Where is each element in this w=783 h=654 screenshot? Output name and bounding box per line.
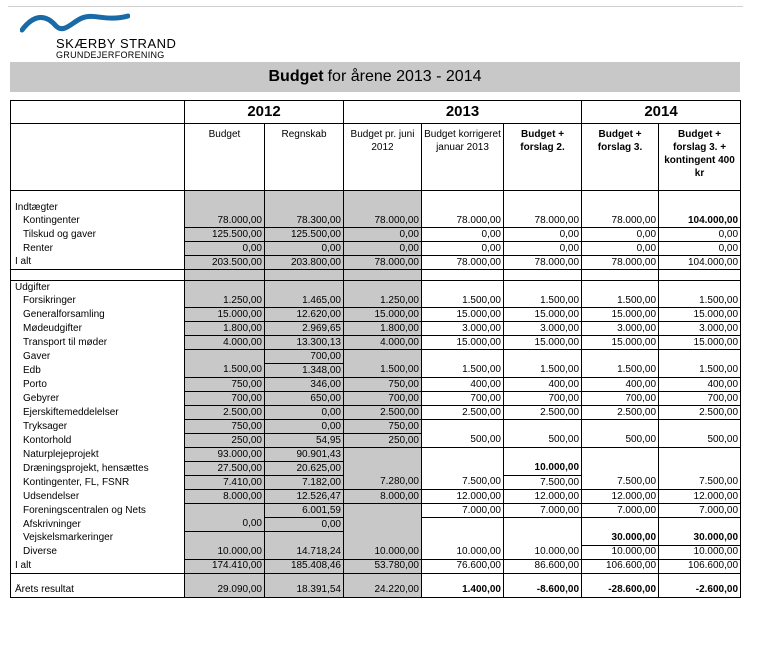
value-cell: 78.000,00 [422, 256, 504, 270]
year-header-row [11, 101, 741, 124]
value-cell: 7.500,00 [422, 476, 504, 490]
value-cell: 500,00 [504, 434, 582, 448]
blank-cell [659, 281, 741, 295]
value-cell: 7.500,00 [582, 476, 659, 490]
column-header-row [11, 124, 741, 191]
value-cell: 0,00 [659, 228, 741, 242]
value-cell: 750,00 [185, 378, 265, 392]
value-cell: 7.000,00 [504, 504, 582, 518]
value-cell [582, 462, 659, 476]
row-label: Generalforsamling [11, 308, 185, 322]
value-cell: 10.000,00 [344, 545, 422, 559]
value-cell: 7.182,00 [265, 476, 344, 490]
value-cell: 400,00 [504, 378, 582, 392]
value-cell: 14.718,24 [265, 545, 344, 559]
blank-cell [504, 573, 582, 584]
value-cell: 1.500,00 [582, 364, 659, 378]
value-cell: 1.348,00 [265, 364, 344, 378]
value-cell: 12.526,47 [265, 490, 344, 504]
value-cell: -8.600,00 [504, 584, 582, 598]
row-label: Gaver [11, 350, 185, 364]
value-cell [422, 518, 504, 532]
value-cell: 0,00 [422, 242, 504, 256]
value-cell [582, 350, 659, 364]
blank-cell [344, 191, 422, 202]
value-cell: 104.000,00 [659, 256, 741, 270]
value-cell: 3.000,00 [504, 322, 582, 336]
value-cell: 86.600,00 [504, 559, 582, 573]
blank-cell [582, 201, 659, 214]
blank-cell [344, 573, 422, 584]
value-cell: 1.800,00 [344, 322, 422, 336]
value-cell: 0,00 [185, 242, 265, 256]
year-header-blank [11, 101, 185, 124]
value-cell: 750,00 [344, 420, 422, 434]
value-cell: 15.000,00 [504, 336, 582, 350]
value-cell: 0,00 [344, 228, 422, 242]
value-cell: 53.780,00 [344, 559, 422, 573]
column-header-blank [11, 124, 185, 191]
value-cell: 0,00 [265, 242, 344, 256]
value-cell: 106.600,00 [582, 559, 659, 573]
value-cell: 3.000,00 [582, 322, 659, 336]
value-cell: 700,00 [659, 392, 741, 406]
value-cell: 54,95 [265, 434, 344, 448]
value-cell: 78.300,00 [265, 214, 344, 228]
value-cell: 1.500,00 [659, 364, 741, 378]
expense-row [11, 364, 741, 378]
value-cell [185, 532, 265, 546]
title-bold: Budget [268, 68, 324, 85]
value-cell: 400,00 [582, 378, 659, 392]
value-cell: 125.500,00 [185, 228, 265, 242]
value-cell: 0,00 [582, 228, 659, 242]
expense-row [11, 294, 741, 308]
value-cell [659, 518, 741, 532]
blank-cell [265, 573, 344, 584]
value-cell: 12.000,00 [582, 490, 659, 504]
value-cell: 700,00 [422, 392, 504, 406]
wave-icon [20, 10, 130, 36]
col-header-budget-2012: Budget [185, 124, 265, 191]
value-cell: 15.000,00 [422, 336, 504, 350]
expense-row [11, 434, 741, 448]
value-cell: 78.000,00 [422, 214, 504, 228]
value-cell: 78.000,00 [344, 214, 422, 228]
blank-cell [582, 573, 659, 584]
value-cell [422, 420, 504, 434]
value-cell: 2.500,00 [422, 406, 504, 420]
value-cell: 30.000,00 [582, 532, 659, 546]
value-cell: 12.000,00 [422, 490, 504, 504]
row-label: Foreningscentralen og Nets [11, 504, 185, 518]
value-cell [344, 504, 422, 518]
spacer-row [11, 191, 741, 202]
value-cell: 12.000,00 [659, 490, 741, 504]
value-cell: 1.500,00 [344, 364, 422, 378]
value-cell: 7.000,00 [659, 504, 741, 518]
value-cell [422, 462, 504, 476]
value-cell: 0,00 [265, 406, 344, 420]
expense-total-row [11, 559, 741, 573]
row-label: I alt [11, 256, 185, 270]
value-cell: 400,00 [659, 378, 741, 392]
value-cell: 500,00 [659, 434, 741, 448]
value-cell: 76.600,00 [422, 559, 504, 573]
value-cell [422, 448, 504, 462]
value-cell: -2.600,00 [659, 584, 741, 598]
value-cell: 1.500,00 [659, 294, 741, 308]
value-cell: 250,00 [344, 434, 422, 448]
value-cell [659, 462, 741, 476]
expense-row [11, 518, 741, 532]
value-cell [504, 420, 582, 434]
value-cell: 1.500,00 [504, 364, 582, 378]
blank-cell [504, 270, 582, 281]
budget-table [10, 100, 741, 598]
value-cell: 2.500,00 [504, 406, 582, 420]
expense-row [11, 322, 741, 336]
value-cell [659, 420, 741, 434]
value-cell: 500,00 [422, 434, 504, 448]
blank-cell [422, 281, 504, 295]
value-cell [344, 462, 422, 476]
blank-cell [504, 281, 582, 295]
value-cell: 106.600,00 [659, 559, 741, 573]
value-cell: 7.280,00 [344, 476, 422, 490]
value-cell [582, 518, 659, 532]
value-cell: 15.000,00 [659, 308, 741, 322]
value-cell: 10.000,00 [422, 545, 504, 559]
row-label: Udsendelser [11, 490, 185, 504]
expense-row [11, 532, 741, 546]
blank-label-cell [11, 191, 185, 202]
value-cell: 1.500,00 [185, 364, 265, 378]
expense-row [11, 490, 741, 504]
expense-row [11, 545, 741, 559]
blank-label-cell [11, 573, 185, 584]
value-cell [659, 350, 741, 364]
blank-cell [422, 201, 504, 214]
row-label: Diverse [11, 545, 185, 559]
value-cell: 185.408,46 [265, 559, 344, 573]
value-cell: 1.400,00 [422, 584, 504, 598]
value-cell: 1.500,00 [582, 294, 659, 308]
value-cell: 104.000,00 [659, 214, 741, 228]
value-cell [582, 448, 659, 462]
year-2014: 2014 [582, 101, 741, 124]
value-cell: 7.500,00 [504, 476, 582, 490]
expense-row [11, 462, 741, 476]
col-header-regnskab-2012: Regnskab [265, 124, 344, 191]
value-cell: 10.000,00 [504, 545, 582, 559]
value-cell: 700,00 [344, 392, 422, 406]
row-label: Naturplejeprojekt [11, 448, 185, 462]
blank-cell [659, 573, 741, 584]
blank-cell [265, 281, 344, 295]
value-cell: 700,00 [265, 350, 344, 364]
value-cell: 250,00 [185, 434, 265, 448]
value-cell: 2.500,00 [344, 406, 422, 420]
value-cell: 750,00 [185, 420, 265, 434]
value-cell: 1.500,00 [422, 294, 504, 308]
value-cell: 27.500,00 [185, 462, 265, 476]
value-cell: 700,00 [185, 392, 265, 406]
value-cell: 0,00 [344, 242, 422, 256]
value-cell: 3.000,00 [422, 322, 504, 336]
blank-cell [504, 201, 582, 214]
row-label: Forsikringer [11, 294, 185, 308]
col-header-forslag-3-kontingent: Budget + forslag 3. + kontingent 400 kr [659, 124, 741, 191]
blank-cell [659, 191, 741, 202]
value-cell: 15.000,00 [582, 336, 659, 350]
blank-cell [344, 201, 422, 214]
logo-subtitle: GRUNDEJERFORENING [56, 50, 165, 60]
result-row [11, 584, 741, 598]
income-row [11, 228, 741, 242]
row-label: Kontorhold [11, 434, 185, 448]
value-cell: 203.800,00 [265, 256, 344, 270]
value-cell: 3.000,00 [659, 322, 741, 336]
blank-cell [185, 270, 265, 281]
section-income [11, 201, 741, 214]
row-label: Kontingenter [11, 214, 185, 228]
value-cell: 2.500,00 [659, 406, 741, 420]
value-cell: 700,00 [582, 392, 659, 406]
expense-row [11, 392, 741, 406]
blank-cell [422, 191, 504, 202]
value-cell: 78.000,00 [504, 256, 582, 270]
value-cell: 7.000,00 [422, 504, 504, 518]
value-cell: 1.800,00 [185, 322, 265, 336]
value-cell: 20.625,00 [265, 462, 344, 476]
value-cell: 500,00 [582, 434, 659, 448]
value-cell [344, 532, 422, 546]
section-income-label: Indtægter [11, 201, 185, 214]
blank-cell [344, 281, 422, 295]
value-cell: -28.600,00 [582, 584, 659, 598]
row-label: Edb [11, 364, 185, 378]
income-total-row [11, 256, 741, 270]
row-label: Mødeudgifter [11, 322, 185, 336]
value-cell: 0,00 [422, 228, 504, 242]
value-cell: 1.500,00 [504, 294, 582, 308]
value-cell: 7.410,00 [185, 476, 265, 490]
value-cell: 15.000,00 [659, 336, 741, 350]
expense-row [11, 420, 741, 434]
expense-row [11, 308, 741, 322]
value-cell [582, 420, 659, 434]
expense-row [11, 504, 741, 518]
blank-cell [265, 191, 344, 202]
year-2012: 2012 [185, 101, 344, 124]
value-cell: 750,00 [344, 378, 422, 392]
value-cell: 346,00 [265, 378, 344, 392]
page-title [10, 62, 740, 92]
value-cell [344, 350, 422, 364]
row-label: Afskrivninger [11, 518, 185, 532]
value-cell: 203.500,00 [185, 256, 265, 270]
row-label: Renter [11, 242, 185, 256]
value-cell [185, 504, 265, 518]
value-cell: 0,00 [504, 242, 582, 256]
value-cell: 8.000,00 [344, 490, 422, 504]
blank-cell [265, 270, 344, 281]
logo-name: SKÆRBY STRAND [56, 36, 177, 51]
row-label: Ejerskiftemeddelelser [11, 406, 185, 420]
value-cell: 10.000,00 [185, 545, 265, 559]
value-cell: 12.620,00 [265, 308, 344, 322]
income-row [11, 242, 741, 256]
section-expenses [11, 281, 741, 295]
expense-row [11, 378, 741, 392]
value-cell: 78.000,00 [185, 214, 265, 228]
blank-cell [185, 191, 265, 202]
row-label: Årets resultat [11, 584, 185, 598]
blank-cell [582, 191, 659, 202]
value-cell [265, 532, 344, 546]
value-cell: 10.000,00 [582, 545, 659, 559]
row-label: Vejskelsmarkeringer [11, 532, 185, 546]
blank-cell [422, 270, 504, 281]
expense-row [11, 336, 741, 350]
value-cell: 15.000,00 [185, 308, 265, 322]
value-cell: 0,00 [265, 518, 344, 532]
col-header-budget-juni-2012: Budget pr. juni 2012 [344, 124, 422, 191]
col-header-budget-korrigeret: Budget korrigeret januar 2013 [422, 124, 504, 191]
blank-cell [265, 201, 344, 214]
value-cell: 700,00 [504, 392, 582, 406]
spacer-row [11, 270, 741, 281]
value-cell [185, 350, 265, 364]
value-cell: 78.000,00 [344, 256, 422, 270]
value-cell: 12.000,00 [504, 490, 582, 504]
value-cell: 174.410,00 [185, 559, 265, 573]
row-label: Dræningsprojekt, hensættes [11, 462, 185, 476]
year-2013: 2013 [344, 101, 582, 124]
value-cell: 15.000,00 [344, 308, 422, 322]
value-cell: 0,00 [504, 228, 582, 242]
row-label: Transport til møder [11, 336, 185, 350]
value-cell: 7.000,00 [582, 504, 659, 518]
value-cell: 125.500,00 [265, 228, 344, 242]
value-cell: 400,00 [422, 378, 504, 392]
blank-cell [582, 281, 659, 295]
value-cell: 2.500,00 [582, 406, 659, 420]
value-cell: 2.500,00 [185, 406, 265, 420]
blank-cell [344, 270, 422, 281]
value-cell [344, 518, 422, 532]
value-cell [344, 448, 422, 462]
section-expenses-label: Udgifter [11, 281, 185, 295]
value-cell: 30.000,00 [659, 532, 741, 546]
value-cell: 78.000,00 [504, 214, 582, 228]
value-cell: 7.500,00 [659, 476, 741, 490]
row-label: Tryksager [11, 420, 185, 434]
blank-cell [504, 191, 582, 202]
value-cell: 15.000,00 [422, 308, 504, 322]
value-cell: 4.000,00 [185, 336, 265, 350]
value-cell: 6.001,59 [265, 504, 344, 518]
value-cell: 650,00 [265, 392, 344, 406]
blank-cell [185, 201, 265, 214]
top-divider [8, 6, 743, 7]
value-cell: 93.000,00 [185, 448, 265, 462]
value-cell [504, 448, 582, 462]
blank-cell [185, 281, 265, 295]
value-cell: 4.000,00 [344, 336, 422, 350]
value-cell [422, 532, 504, 546]
row-label: Tilskud og gaver [11, 228, 185, 242]
title-rest: for årene 2013 - 2014 [327, 68, 482, 85]
blank-cell [659, 201, 741, 214]
blank-cell [582, 270, 659, 281]
value-cell: 1.250,00 [185, 294, 265, 308]
value-cell: 15.000,00 [582, 308, 659, 322]
value-cell: 90.901,43 [265, 448, 344, 462]
expense-row [11, 350, 741, 364]
value-cell [504, 518, 582, 532]
value-cell: 29.090,00 [185, 584, 265, 598]
value-cell: 2.969,65 [265, 322, 344, 336]
value-cell: 0,00 [265, 420, 344, 434]
value-cell: 0,00 [582, 242, 659, 256]
association-logo [20, 10, 220, 60]
value-cell [504, 350, 582, 364]
value-cell: 24.220,00 [344, 584, 422, 598]
expense-row [11, 476, 741, 490]
value-cell: 0,00 [659, 242, 741, 256]
col-header-forslag-2: Budget + forslag 2. [504, 124, 582, 191]
value-cell: 1.250,00 [344, 294, 422, 308]
value-cell: 18.391,54 [265, 584, 344, 598]
value-cell: 13.300,13 [265, 336, 344, 350]
income-row [11, 214, 741, 228]
value-cell: 15.000,00 [504, 308, 582, 322]
value-cell: 78.000,00 [582, 256, 659, 270]
value-cell: 10.000,00 [504, 462, 582, 476]
value-cell: 8.000,00 [185, 490, 265, 504]
spacer-row [11, 573, 741, 584]
row-label: Porto [11, 378, 185, 392]
blank-cell [422, 573, 504, 584]
value-cell [659, 448, 741, 462]
blank-cell [185, 573, 265, 584]
value-cell: 0,00 [185, 518, 265, 532]
blank-label-cell [11, 270, 185, 281]
blank-cell [659, 270, 741, 281]
row-label: I alt [11, 559, 185, 573]
value-cell: 78.000,00 [582, 214, 659, 228]
value-cell: 1.465,00 [265, 294, 344, 308]
col-header-forslag-3: Budget + forslag 3. [582, 124, 659, 191]
value-cell: 10.000,00 [659, 545, 741, 559]
value-cell [422, 350, 504, 364]
row-label: Kontingenter, FL, FSNR [11, 476, 185, 490]
value-cell: 1.500,00 [422, 364, 504, 378]
expense-row [11, 448, 741, 462]
expense-row [11, 406, 741, 420]
row-label: Gebyrer [11, 392, 185, 406]
value-cell [504, 532, 582, 546]
